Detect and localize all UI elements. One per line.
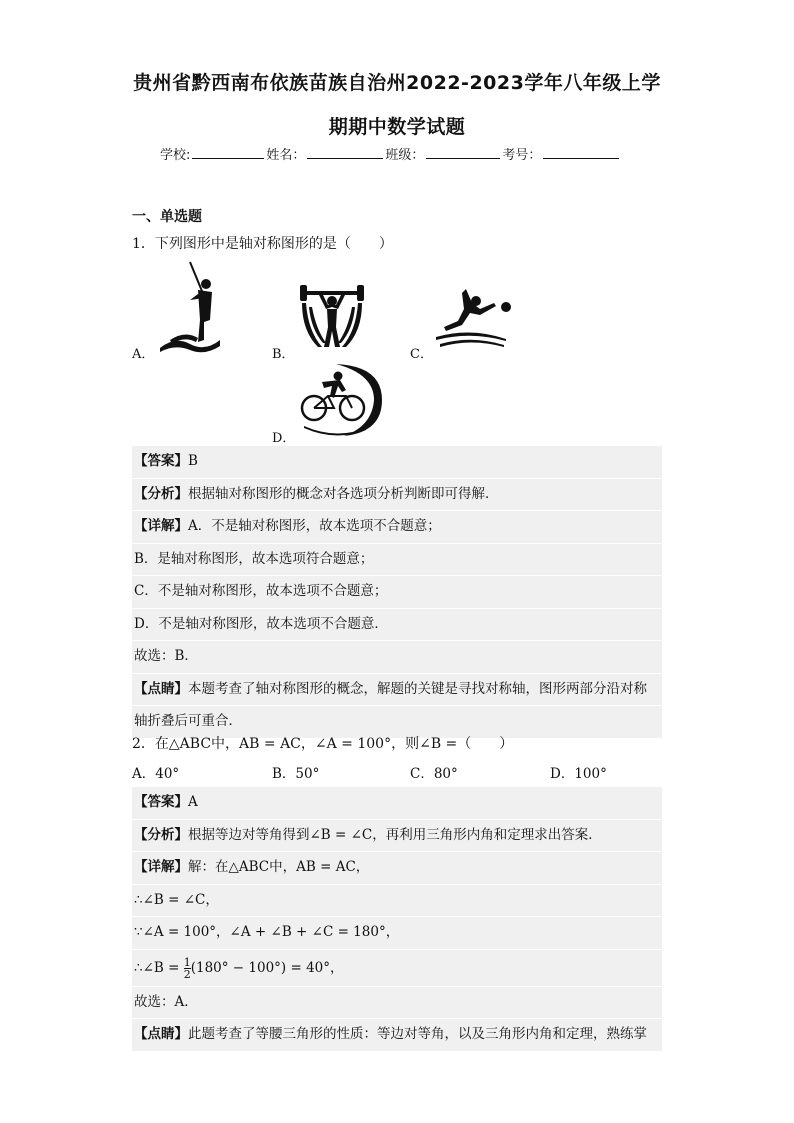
- q1-answer-line: 【答案】B: [132, 446, 662, 479]
- class-blank: [426, 144, 500, 159]
- exam-no-label: 考号：: [502, 148, 542, 163]
- q1-choice-line: 故选：B．: [132, 641, 662, 674]
- school-blank: [192, 144, 264, 159]
- student-info-row: [160, 144, 619, 163]
- fraction-expression: ∴∠B = $\frac{1}{2}$: [134, 955, 191, 981]
- q1-option-b: B．: [272, 347, 295, 362]
- q1-detail-line: B．是轴对称图形，故本选项符合题意；: [132, 544, 662, 577]
- q1-answer-block: [132, 446, 662, 739]
- section-heading: 一、单选题: [132, 209, 202, 225]
- q2-comment-line: 【点睛】此题考查了等腰三角形的性质：等边对等角，以及三角形内角和定理，熟练掌: [132, 1019, 662, 1052]
- q1-comment-line: 【点睛】本题考查了轴对称图形的概念，解题的关键是寻找对称轴，图形两部分沿对称: [132, 674, 662, 707]
- page-title-line2: 期期中数学试题: [328, 116, 466, 138]
- q1-analysis-line: 【分析】根据轴对称图形的概念对各选项分析判断即可得解．: [132, 479, 662, 512]
- q1-option-a: A．: [132, 347, 155, 362]
- weightlifter-icon: [298, 283, 366, 351]
- q1-detail-line: D．不是轴对称图形，故本选项不合题意．: [132, 609, 662, 642]
- q2-option-c: C．80°: [410, 766, 458, 782]
- q2-stem: 2．在△ABC中，AB = AC，∠A = 100°，则∠B =（ ）: [132, 736, 514, 752]
- q2-detail-line: ∵∠A = 100°，∠A + ∠B + ∠C = 180°，: [132, 917, 662, 950]
- fraction: $\frac{1}{2}$: [183, 955, 191, 981]
- q2-detail-line: ∴∠B = ∠C，: [132, 885, 662, 918]
- q2-answer-block: [132, 787, 662, 1052]
- q2-detail-line: ∴∠B = $\frac{1}{2}$ (180° − 100°) = 40°，: [132, 950, 662, 987]
- name-blank: [307, 144, 383, 159]
- golfer-icon: [160, 260, 230, 355]
- cyclist-icon: [296, 362, 386, 438]
- page-title-line1: 贵州省黔西南布依族苗族自治州2022-2023学年八年级上学: [133, 72, 661, 94]
- class-label: 班级：: [385, 148, 425, 163]
- q2-detail-line: 【详解】解：在△ABC中，AB = AC，: [132, 852, 662, 885]
- q2-choice-line: 故选：A．: [132, 987, 662, 1020]
- q2-option-b: B．50°: [272, 766, 320, 782]
- volleyball-player-icon: [436, 287, 514, 349]
- exam-no-blank: [543, 144, 619, 159]
- q1-detail-line: C．不是轴对称图形，故本选项不合题意；: [132, 576, 662, 609]
- q2-option-d: D．100°: [550, 766, 607, 782]
- q1-comment-line: 轴折叠后可重合．: [132, 706, 662, 739]
- school-label: 学校:: [160, 148, 191, 163]
- name-label: 姓名：: [266, 148, 306, 163]
- q1-stem: 1．下列图形中是轴对称图形的是（ ）: [132, 236, 393, 252]
- q1-option-d: D．: [272, 431, 296, 446]
- q1-detail-line: 【详解】A．不是轴对称图形，故本选项不合题意；: [132, 511, 662, 544]
- q2-answer-line: 【答案】A: [132, 787, 662, 820]
- q2-analysis-line: 【分析】根据等边对等角得到∠B = ∠C，再利用三角形内角和定理求出答案．: [132, 820, 662, 853]
- q1-option-c: C．: [410, 347, 433, 362]
- q2-option-a: A．40°: [132, 766, 180, 782]
